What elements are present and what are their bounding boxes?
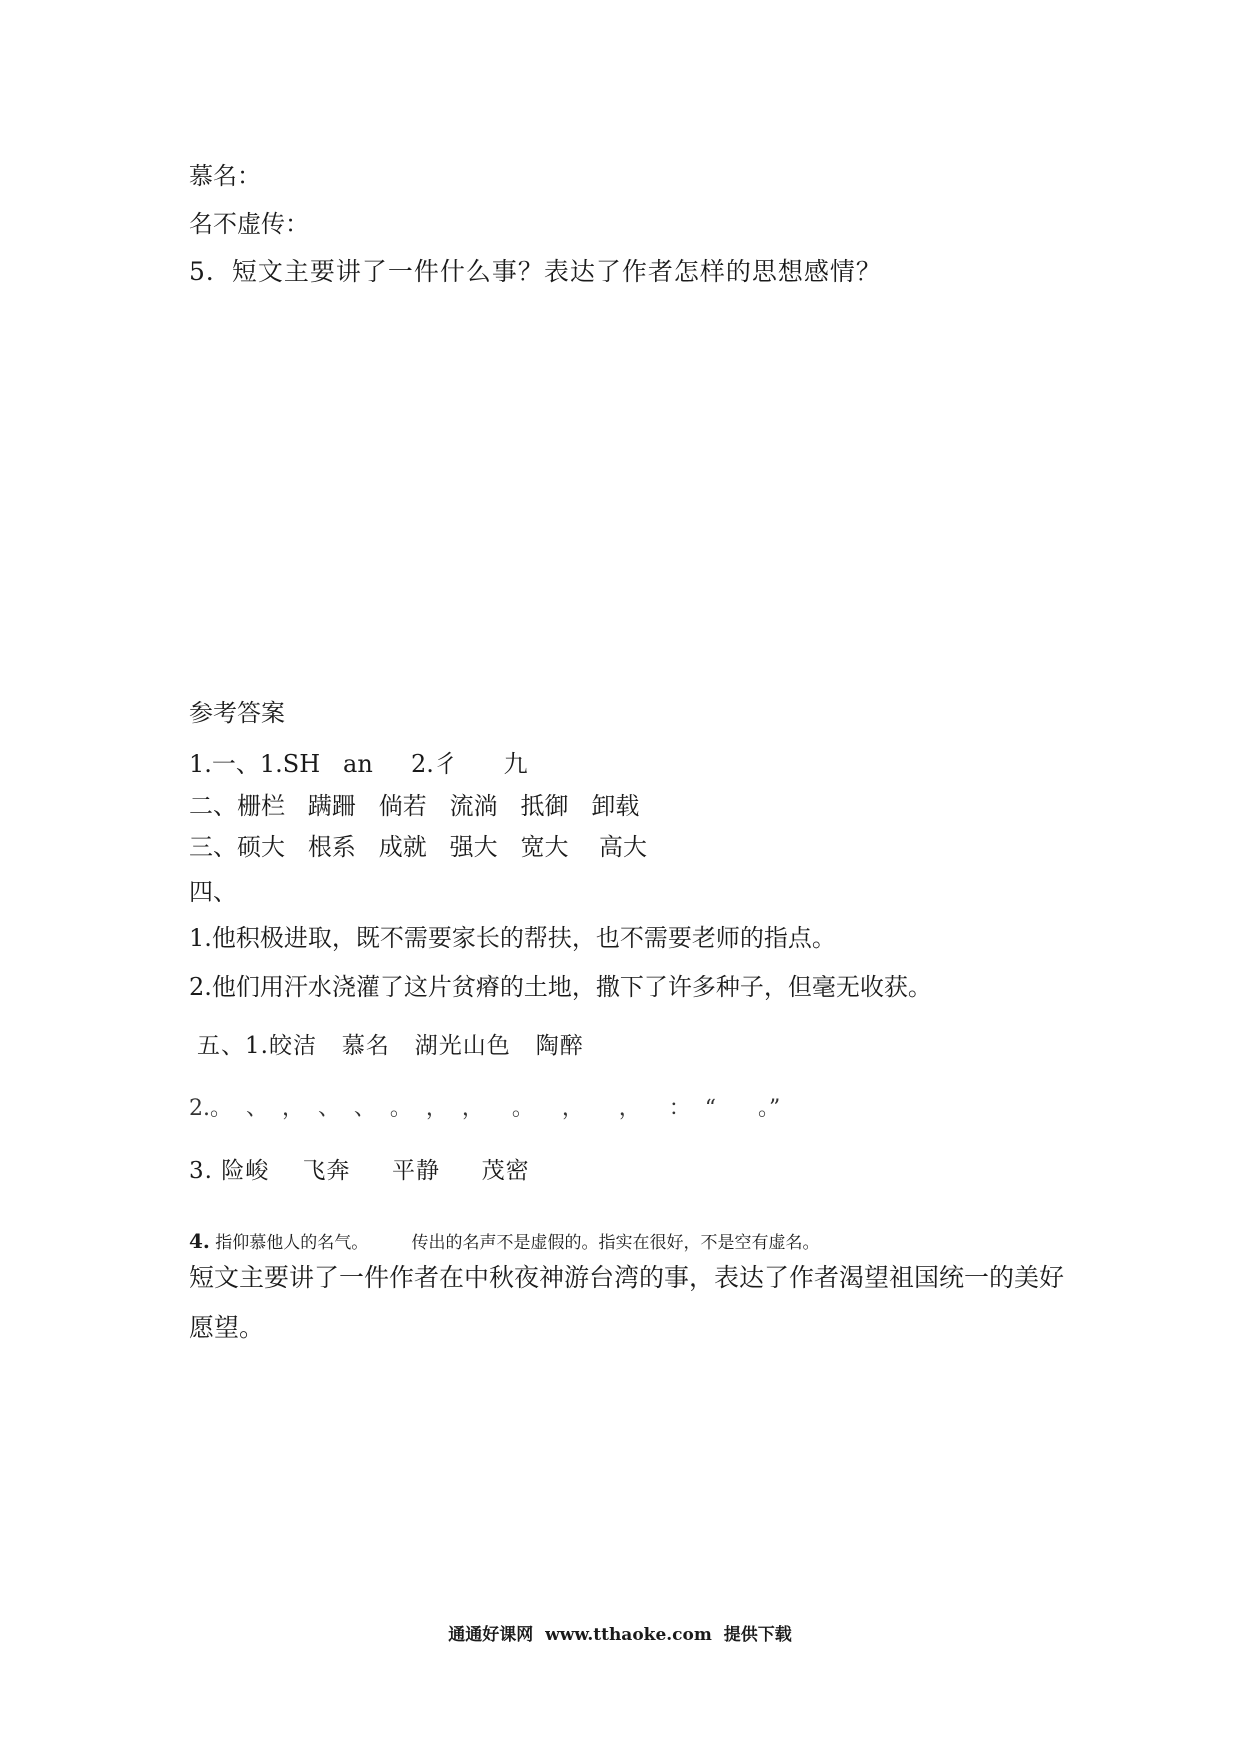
answer-section-4-item-1: 1.他积极进取，既不需要家长的帮扶，也不需要老师的指点。 — [189, 924, 836, 952]
answer-section-2: 二、栅栏 蹒跚 倘若 流淌 抵御 卸载 — [189, 792, 640, 820]
answer-section-5-item-3: 3. 险峻 飞奔 平静 茂密 — [189, 1158, 530, 1184]
answer-section-5-item-1: 五、1.皎洁 慕名 湖光山色 陶醉 — [197, 1033, 584, 1059]
answer-item-4-number: 4. — [189, 1229, 210, 1253]
answer-section-4-item-2: 2.他们用汗水浇灌了这片贫瘠的土地，撒下了许多种子，但毫无收获。 — [189, 973, 932, 1001]
answer-section-5-item-5-line-2: 愿望。 — [189, 1313, 265, 1342]
answer-section-5-item-2: 2.。 、 ， 、 、 。 ， ， 。 ， ， ： “ 。” — [189, 1096, 781, 1121]
answer-section-5-item-5-line-1: 短文主要讲了一件作者在中秋夜神游台湾的事，表达了作者渴望祖国统一的美好 — [189, 1263, 1065, 1292]
answer-section-1: 1.一、1.SH an 2.彳 九 — [189, 750, 528, 778]
answer-section-3: 三、硕大 根系 成就 强大 宽大 高大 — [189, 833, 648, 861]
answers-title: 参考答案 — [189, 699, 285, 727]
page-footer: 通通好课网 www.tthaoke.com 提供下载 — [448, 1625, 792, 1645]
answer-section-5-item-4 — [189, 1225, 820, 1259]
question-word-muming: 慕名： — [189, 162, 261, 190]
question-5: 5．短文主要讲了一件什么事？表达了作者怎样的思想感情？ — [189, 257, 882, 286]
answer-section-4-heading: 四、 — [189, 878, 237, 906]
question-word-mingbuxuchuan: 名不虚传： — [189, 210, 309, 238]
answer-item-4-text: 指仰慕他人的名气。 传出的名声不是虚假的。指实在很好，不是空有虚名。 — [209, 1233, 820, 1253]
